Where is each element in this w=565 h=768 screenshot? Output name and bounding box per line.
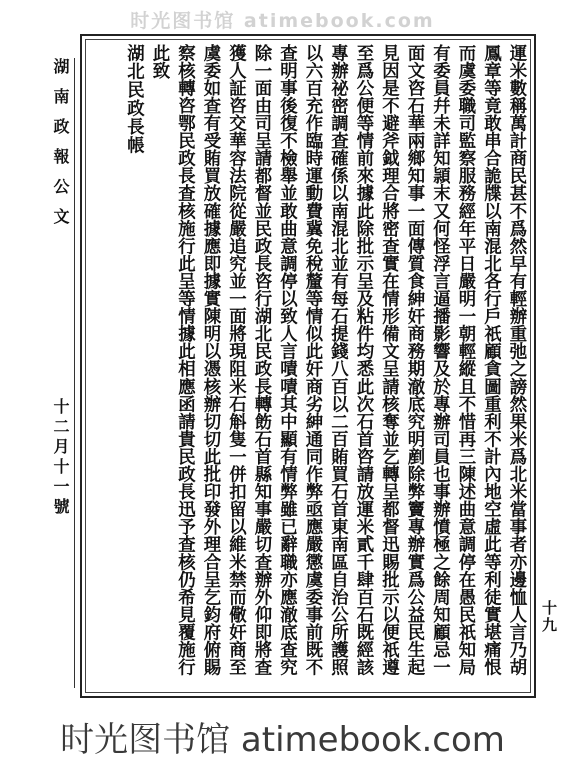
top-watermark-text: 时光图书馆 atimebook.com [130,10,435,32]
text-column: 運米數稱萬計商民甚不爲然早有輕辦重弛之謗然果米爲北米當事者亦邊恤人言乃胡 [506,44,526,676]
text-column: 有委員幷未詳知頴末又何怪浮言逼播影響及於專辦司員也事辦憤極之餘周知顧忌一 [429,44,450,676]
page-number: 十九 [540,600,558,634]
text-column: 察核轉咨鄂民政長查核施行此呈等情據此相應函請貴民政長迅予查核仍希見覆施行 [174,44,195,676]
bottom-watermark [0,700,565,768]
text-column: 獲人証咨交華容法院從嚴追究並一面將現阻米石斛隻一併扣留以維米禁而儆奸商至 [225,44,246,676]
text-column: 以六百充作臨時運動費冀免稅釐等情似此奸商劣紳通同作弊亟應嚴懲虞委事前既不 [302,44,322,676]
text-column: 面文咨石華兩鄉知事一面傳質食紳奸商務期澈底究明剷除弊竇專辦實爲公益民生起 [404,44,424,676]
header-divider [74,58,75,688]
text-column: 除一面由司呈請都督並民政長咨行湖北民政長轉飭石首縣知事嚴切查辦外仰即將查 [251,44,271,676]
text-column: 而虞委職司監察服務經年平日嚴明一朝輕縱且不惜再三陳述曲意調停在愚民祇知局 [455,44,475,676]
document-body [94,44,528,684]
page-header [38,58,72,678]
bottom-watermark-text: 时光图书馆 atimebook.com [60,720,505,760]
text-column: 至爲公便等情前來據此除批示呈及粘件均悉此次石首咨請放運米貳千肆百石既經該 [353,44,373,676]
top-watermark [0,0,565,34]
issue-date: 十二月十一號 [51,398,70,518]
text-column: 專辦祕密調查確係以南混北並有每石提錢八百以二百賄買石首東南區自治公所護照 [327,44,348,676]
closing-phrase: 此致 [149,44,169,80]
text-column: 鳳章等竟敢串合詭牒以南混北各行戶祇顧貪圖重利不計內地空虛此等利徒實堪痛恨 [480,44,501,676]
publication-title: 湖南政報公文 [51,58,70,238]
addressee: 湖北民政長帳 [123,44,144,155]
text-column: 查明事後復不檢舉並敢曲意調停以致人言嘖嘖其中顯有情弊雖已辭職亦應澈底查究 [276,44,297,676]
text-column: 見因是不避斧鉞理合將密查實在情形備文呈請核奪並乞轉呈都督迅賜批示以便祇遵 [378,44,399,676]
text-column: 虞委如查有受賄買放確據應即據實陳明以憑核辦切切此批印發外理合呈乞鈞府俯賜 [200,44,220,676]
